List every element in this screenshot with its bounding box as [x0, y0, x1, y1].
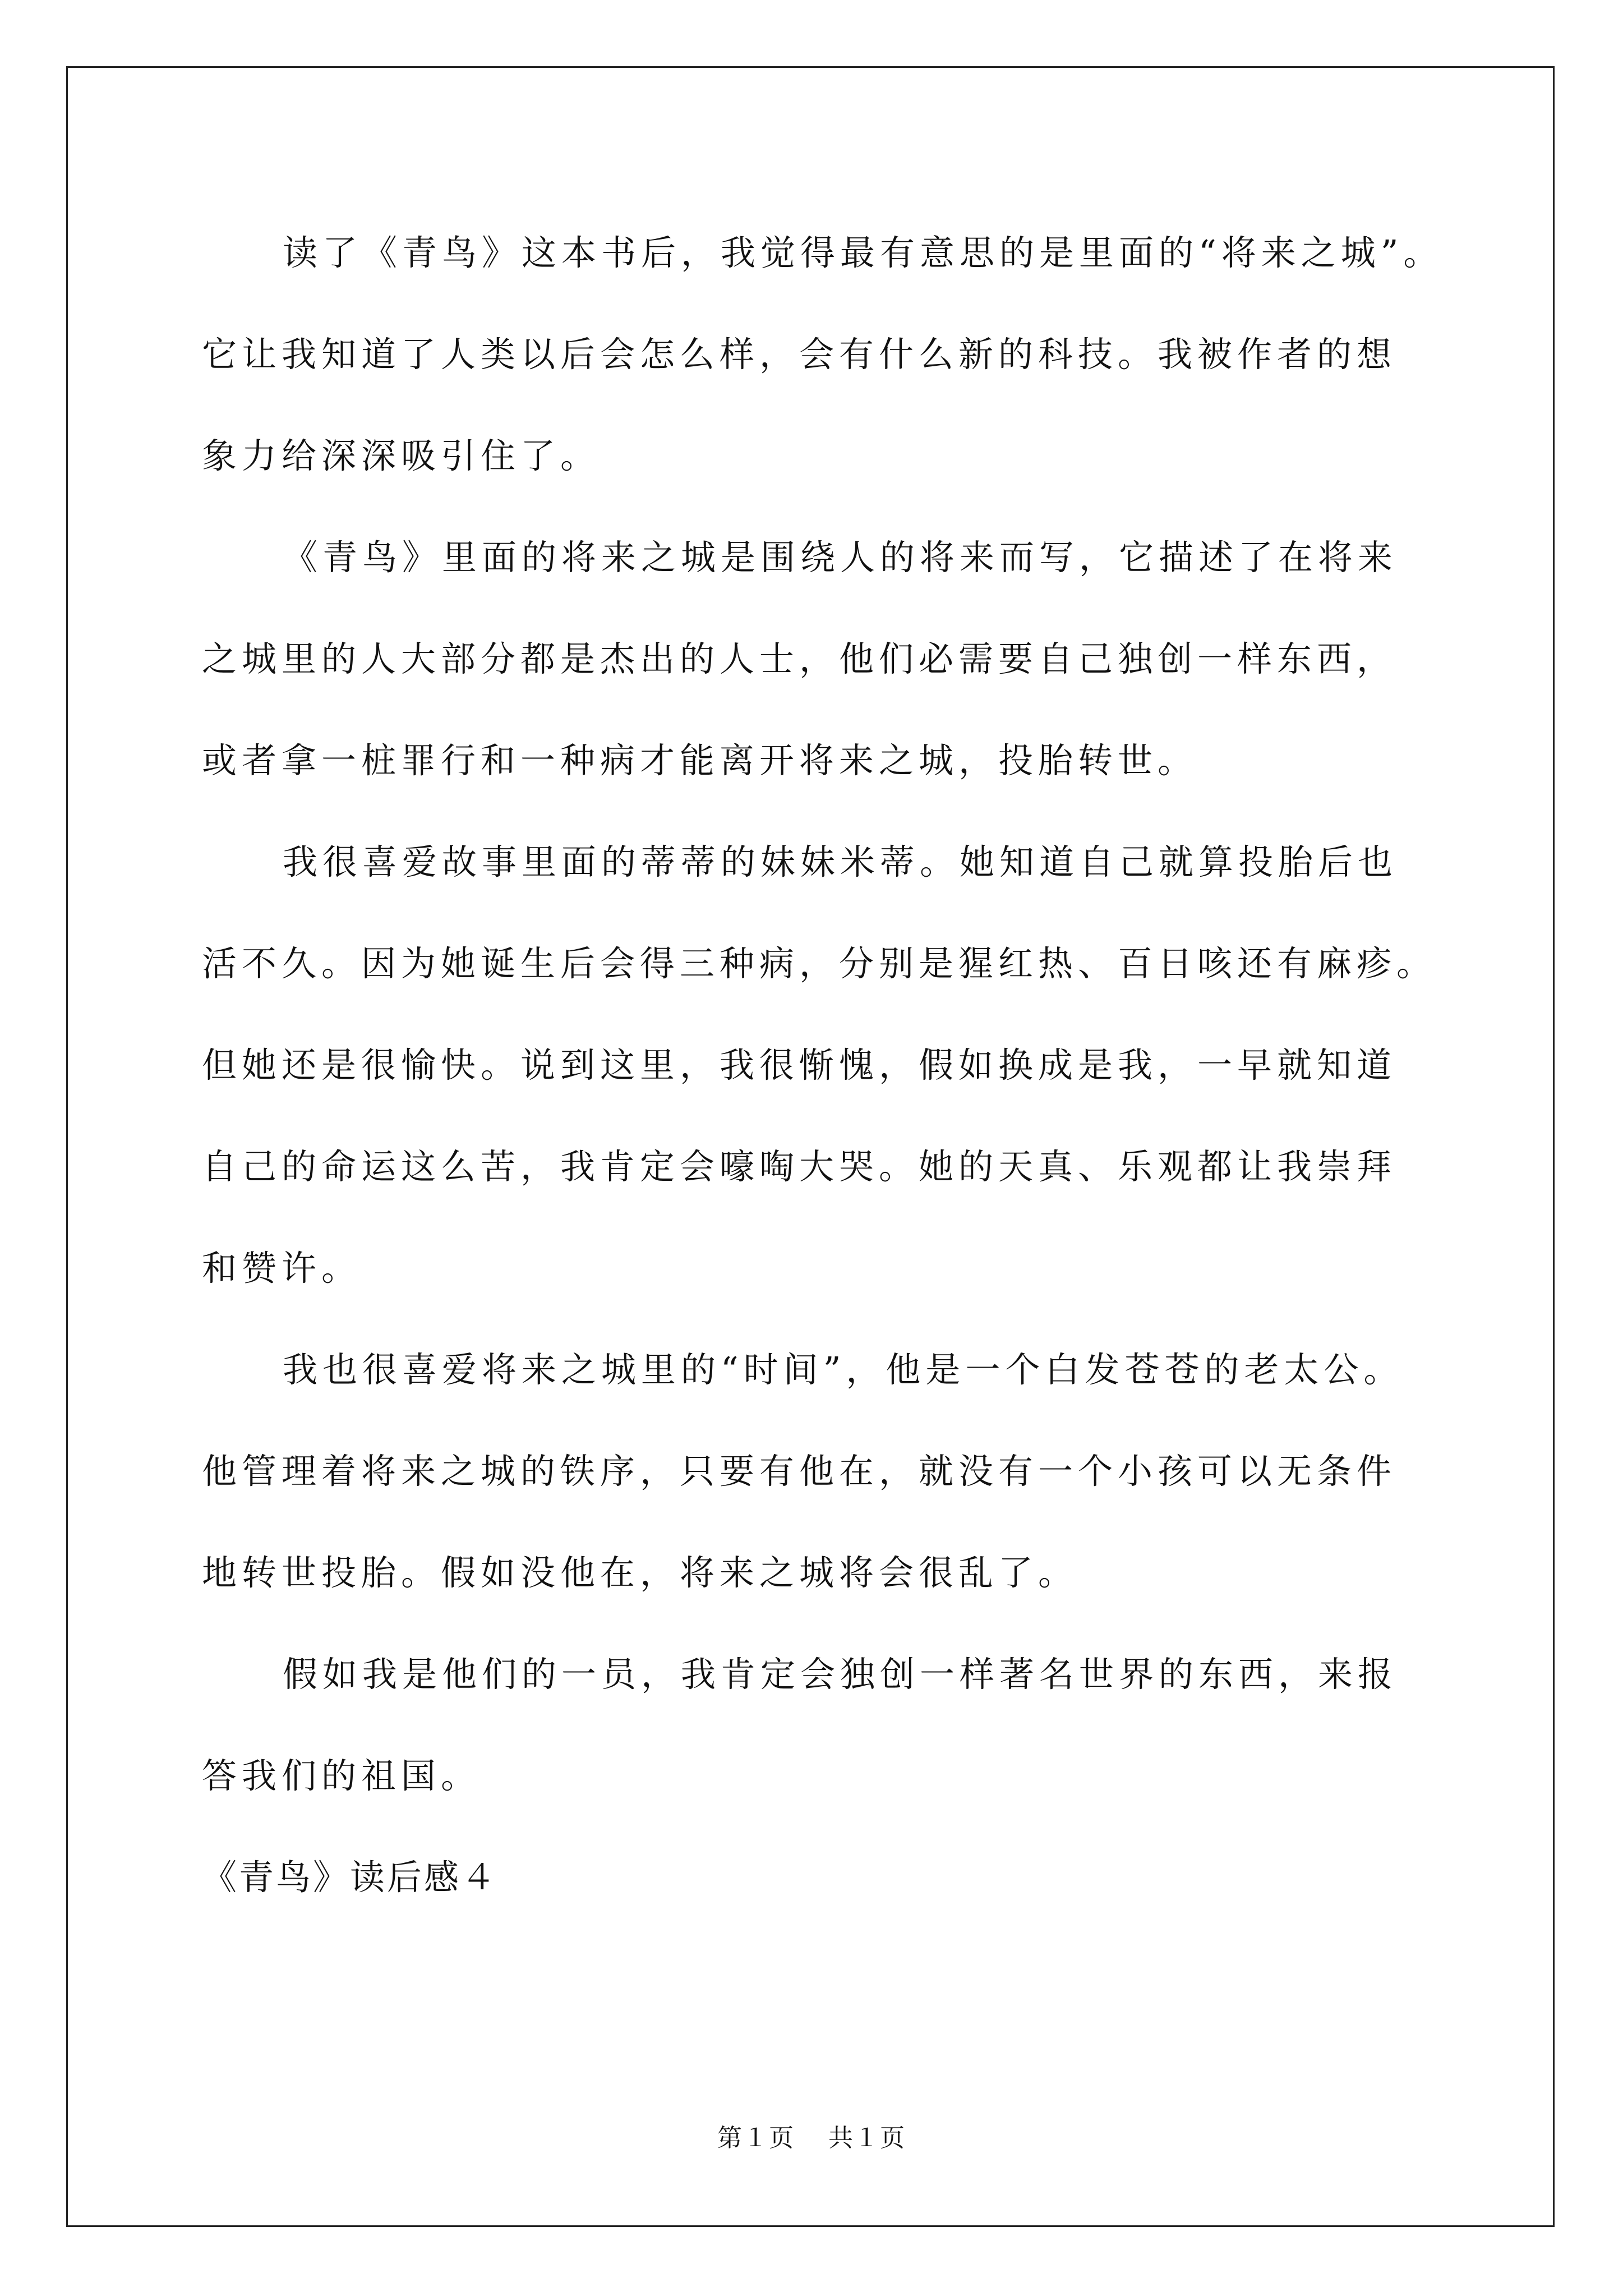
text-line: 象力给深深吸引住了。: [202, 435, 601, 476]
text-line: 答我们的祖国。: [202, 1755, 481, 1796]
text-line: 自己的命运这么苦，我肯定会嚎啕大哭。她的天真、乐观都让我崇拜: [202, 1146, 1397, 1187]
text-line: 假如我是他们的一员，我肯定会独创一样著名世界的东西，来报: [283, 1654, 1398, 1695]
text-line: 我很喜爱故事里面的蒂蒂的妹妹米蒂。她知道自己就算投胎后也: [283, 841, 1398, 882]
document-body: [202, 202, 1444, 1928]
text-line: 和赞许。: [202, 1248, 362, 1289]
page-number: 第１页: [717, 2124, 795, 2152]
page-total: 共１页: [828, 2124, 906, 2152]
text-line: 但她还是很愉快。说到这里，我很惭愧，假如换成是我，一早就知道: [202, 1045, 1397, 1085]
text-line: 或者拿一桩罪行和一种病才能离开将来之城，投胎转世。: [202, 740, 1198, 781]
text-line: 我也很喜爱将来之城里的“时间”，他是一个白发苍苍的老太公。: [283, 1349, 1404, 1390]
text-line: 活不久。因为她诞生后会得三种病，分别是猩红热、百日咳还有麻疹。: [202, 943, 1437, 984]
text-line: 它让我知道了人类以后会怎么样，会有什么新的科技。我被作者的想: [202, 334, 1397, 375]
section-heading: 《青鸟》读后感４: [202, 1857, 499, 1898]
text-line: 他管理着将来之城的铁序，只要有他在，就没有一个小孩可以无条件: [202, 1451, 1397, 1492]
page-footer: [0, 2118, 1623, 2154]
text-line: 《青鸟》里面的将来之城是围绕人的将来而写，它描述了在将来: [283, 537, 1398, 578]
text-line: 之城里的人大部分都是杰出的人士，他们必需要自己独创一样东西，: [202, 638, 1397, 679]
text-line: 读了《青鸟》这本书后，我觉得最有意思的是里面的“将来之城”。: [283, 232, 1444, 273]
text-line: 地转世投胎。假如没他在，将来之城将会很乱了。: [202, 1552, 1078, 1593]
